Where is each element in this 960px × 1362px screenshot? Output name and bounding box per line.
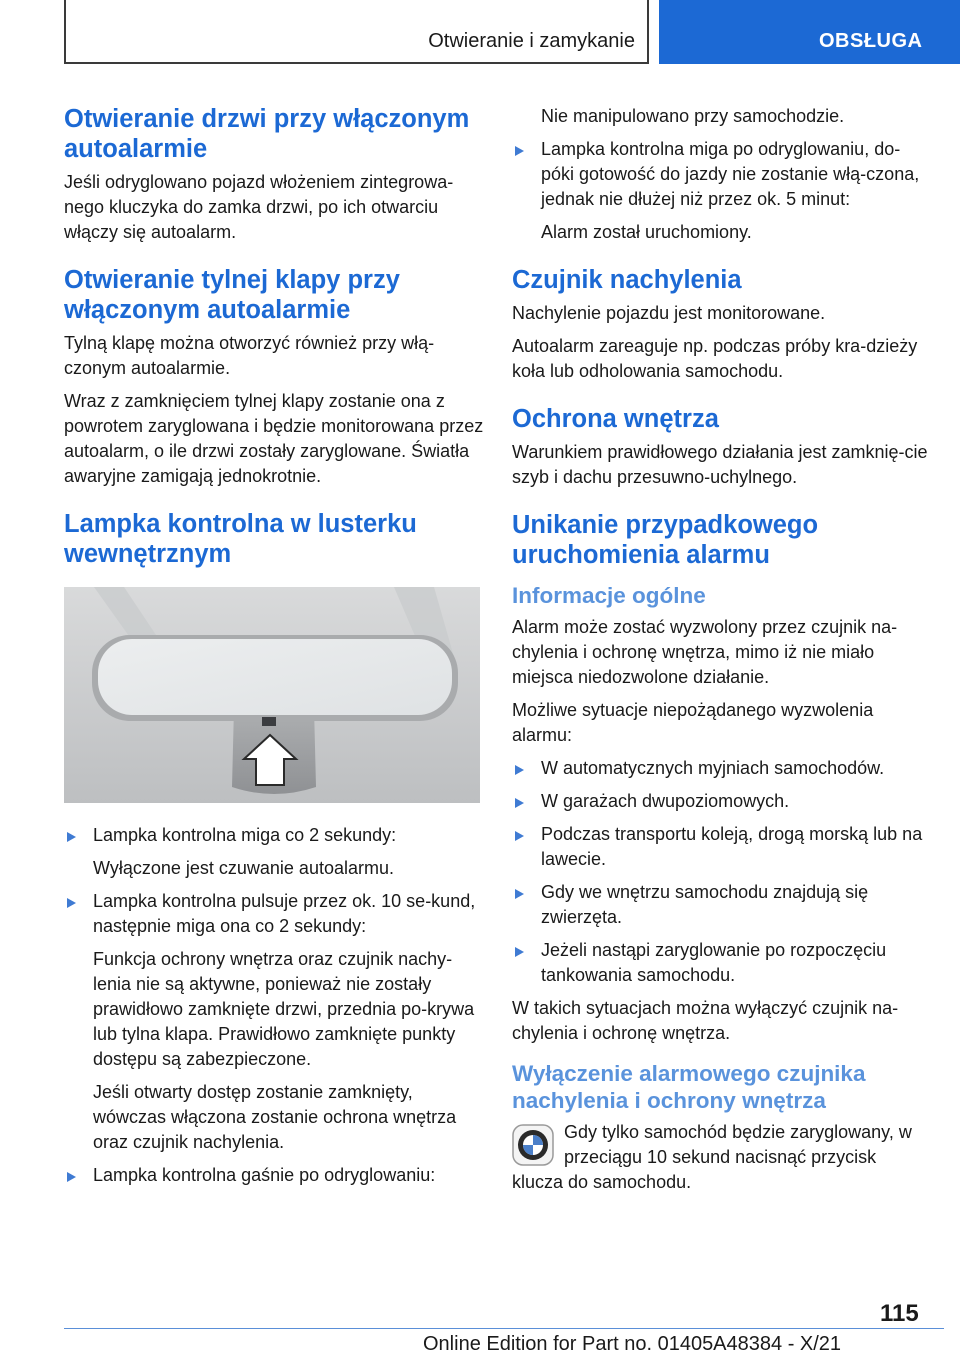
page-number: 115 bbox=[880, 1300, 919, 1327]
heading-avoid-false-alarm: Unikanie przypadkowego uruchomienia alarmu bbox=[512, 511, 819, 569]
chapter-tab bbox=[659, 0, 960, 64]
list-item: Gdy we wnętrzu samochodu znajdują się zwierzęta. bbox=[512, 880, 932, 930]
heading-doors-alarm: Otwieranie drzwi przy włączonym autoalarmie bbox=[64, 105, 470, 163]
heading-tilt-sensor: Czujnik nachylenia bbox=[512, 266, 742, 294]
subheading-disable-sensor: Wyłączenie alarmowego czujnika nachylenia i ochrony wnętrza bbox=[512, 1061, 866, 1113]
footer-edition: Online Edition for Part no. 01405A48384 - X/21 bbox=[423, 1333, 842, 1355]
paragraph: Nachylenie pojazdu jest monitorowane. bbox=[512, 303, 826, 323]
key-instruction bbox=[512, 1120, 932, 1195]
footer-divider bbox=[64, 1328, 944, 1329]
paragraph: Możliwe sytuacje niepożądanego wyzwolenia alarmu: bbox=[512, 700, 874, 745]
bmw-key-icon bbox=[512, 1124, 554, 1166]
heading-mirror-indicator: Lampka kontrolna w lusterku wewnętrznym bbox=[64, 510, 417, 568]
list-item: Jeżeli nastąpi zaryglowanie po rozpoczęciu tankowania samochodu. bbox=[512, 938, 932, 988]
paragraph: Warunkiem prawidłowego działania jest zamknię-cie szyb i dachu przesuwno-uchylnego. bbox=[512, 442, 928, 487]
paragraph: Gdy tylko samochód będzie zaryglowany, w przeciągu 10 sekund nacisnąć przycisk klucza do samochodu. bbox=[512, 1122, 912, 1192]
left-column bbox=[64, 104, 484, 1196]
paragraph: Autoalarm zareaguje np. podczas próby kra-dzieży koła lub odholowania samochodu. bbox=[512, 336, 918, 381]
subheading-general-info: Informacje ogólne bbox=[512, 583, 706, 608]
header-bar bbox=[64, 0, 649, 64]
list-item: W garażach dwupoziomowych. bbox=[512, 789, 932, 814]
list-item: Lampka kontrolna pulsuje przez ok. 10 se-kund, następnie miga ona co 2 sekundy: bbox=[64, 889, 484, 939]
list-item: Lampka kontrolna miga po odryglowaniu, do-póki gotowość do jazdy nie zostanie włą-czona, jednak nie dłużej niż przez ok. 5 minut: bbox=[512, 137, 932, 212]
heading-interior-protection: Ochrona wnętrza bbox=[512, 405, 719, 433]
heading-tailgate-alarm: Otwieranie tylnej klapy przy włączonym autoalarmie bbox=[64, 266, 400, 324]
list-item: Podczas transportu koleją, drogą morską lub na lawecie. bbox=[512, 822, 932, 872]
right-column bbox=[512, 104, 932, 1195]
list-item-detail: Alarm został uruchomiony. bbox=[541, 222, 752, 242]
chapter-tab-label: OBSŁUGA bbox=[819, 30, 923, 52]
list-item-detail: Jeśli otwarty dostęp zostanie zamknięty, wówczas włączona zostanie ochrona wnętrza oraz czujnik nachylenia. bbox=[93, 1082, 457, 1152]
list-item-detail: Nie manipulowano przy samochodzie. bbox=[541, 106, 845, 126]
list-item-detail: Funkcja ochrony wnętrza oraz czujnik nachy-lenia nie są aktywne, ponieważ nie zostały prawidłowo zamknięte drzwi, przednia po-krywa lub tylna klapa. Prawidłowo zamknięte punkty dostępu są zabezpieczone. bbox=[93, 949, 475, 1069]
paragraph: W takich sytuacjach można wyłączyć czujnik na-chylenia i ochronę wnętrza. bbox=[512, 998, 899, 1043]
paragraph: Jeśli odryglowano pojazd włożeniem zintegrowa-nego kluczyka do zamka drzwi, po ich otwarciu włączy się autoalarm. bbox=[64, 172, 454, 242]
list-item: W automatycznych myjniach samochodów. bbox=[512, 756, 932, 781]
list-item-detail: Wyłączone jest czuwanie autoalarmu. bbox=[93, 858, 394, 878]
list-item: Lampka kontrolna gaśnie po odryglowaniu: bbox=[64, 1163, 484, 1188]
list-item: Lampka kontrolna miga co 2 sekundy: bbox=[64, 823, 484, 848]
paragraph: Tylną klapę można otworzyć również przy włą-czonym autoalarmie. bbox=[64, 333, 435, 378]
paragraph: Wraz z zamknięciem tylnej klapy zostanie ona z powrotem zaryglowana i będzie monitorowana przez autoalarm, o ile drzwi zostały zaryglowane. Światła awaryjne zamigają jednokrotnie. bbox=[64, 391, 484, 486]
section-title: Otwieranie i zamykanie bbox=[428, 30, 635, 52]
paragraph: Alarm może zostać wyzwolony przez czujnik na-chylenia i ochronę wnętrza, mimo iż nie miało miejsca niedozwolone działanie. bbox=[512, 617, 898, 687]
mirror-illustration bbox=[64, 587, 480, 803]
